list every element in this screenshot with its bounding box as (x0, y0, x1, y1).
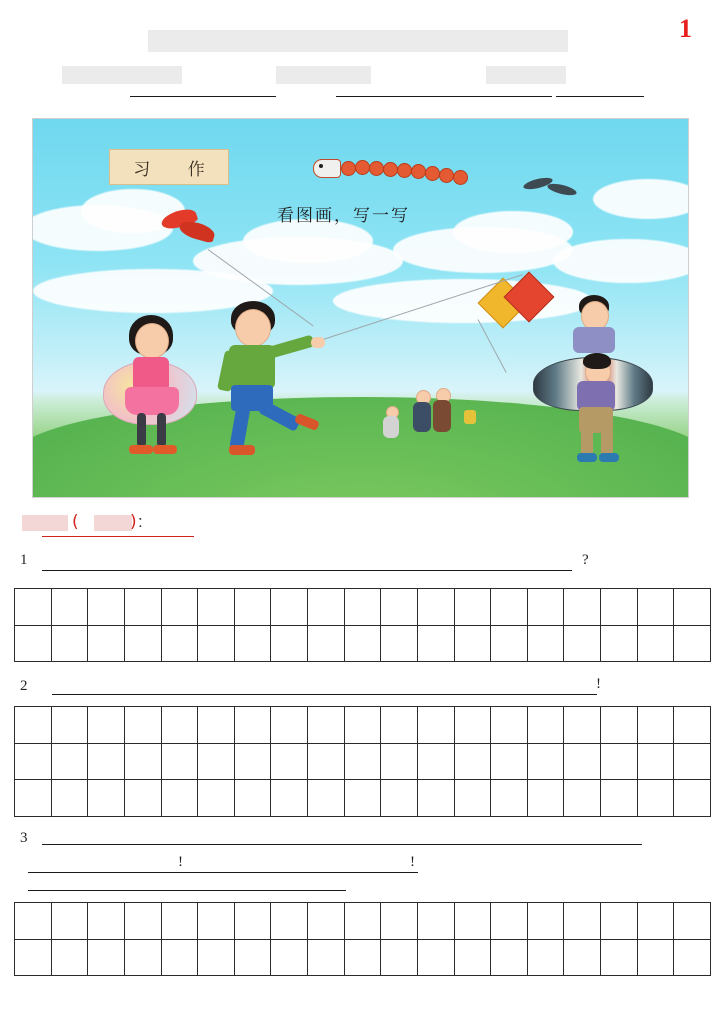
writing-cell[interactable] (564, 940, 601, 977)
redacted-subtitle-bar-1 (62, 66, 182, 84)
writing-cell[interactable] (88, 707, 125, 744)
question-number-1: 1 (20, 552, 28, 568)
centipede-head (313, 159, 341, 178)
writing-cell[interactable] (638, 626, 675, 663)
writing-cell[interactable] (125, 744, 162, 781)
writing-cell[interactable] (638, 780, 675, 817)
writing-cell[interactable] (345, 780, 382, 817)
writing-cell[interactable] (528, 744, 565, 781)
question-number-3: 3 (20, 830, 28, 846)
writing-cell[interactable] (491, 780, 528, 817)
writing-cell[interactable] (198, 626, 235, 663)
writing-cell[interactable] (418, 903, 455, 940)
writing-cell[interactable] (601, 626, 638, 663)
writing-cell[interactable] (308, 589, 345, 626)
writing-cell[interactable] (418, 780, 455, 817)
writing-cell[interactable] (125, 903, 162, 940)
prompt-instruction-row (22, 512, 222, 536)
prompt-underline (42, 536, 194, 537)
writing-cell[interactable] (528, 589, 565, 626)
centipede-kite-icon (313, 157, 473, 183)
answer-line-1-a[interactable] (42, 570, 572, 571)
header-blank-line-2[interactable] (336, 96, 552, 97)
girl-with-butterfly-wings (103, 309, 213, 469)
writing-cell[interactable] (125, 589, 162, 626)
writing-cell[interactable] (674, 626, 711, 663)
writing-cell[interactable] (88, 780, 125, 817)
cloud-shape (453, 211, 573, 253)
writing-cell[interactable] (162, 707, 199, 744)
writing-cell[interactable] (674, 940, 711, 977)
writing-cell[interactable] (528, 940, 565, 977)
writing-cell[interactable] (125, 940, 162, 977)
writing-cell[interactable] (564, 589, 601, 626)
writing-cell[interactable] (308, 903, 345, 940)
writing-cell[interactable] (601, 940, 638, 977)
writing-cell[interactable] (162, 626, 199, 663)
writing-cell[interactable] (381, 903, 418, 940)
writing-cell[interactable] (198, 903, 235, 940)
writing-cell[interactable] (198, 744, 235, 781)
redacted-title-bar (148, 30, 568, 52)
writing-cell[interactable] (674, 589, 711, 626)
answer-line-3-a[interactable] (42, 844, 642, 845)
cloud-shape (553, 239, 689, 283)
question-2-end-punctuation: ! (596, 676, 601, 692)
writing-cell[interactable] (271, 744, 308, 781)
red-bird-kite-icon (161, 211, 223, 247)
writing-cell[interactable] (564, 780, 601, 817)
redacted-subtitle-bar-3 (486, 66, 566, 84)
writing-cell[interactable] (381, 626, 418, 663)
writing-cell[interactable] (601, 744, 638, 781)
writing-cell[interactable] (455, 626, 492, 663)
writing-cell[interactable] (198, 589, 235, 626)
writing-grid-3[interactable] (14, 902, 711, 976)
writing-cell[interactable] (52, 780, 89, 817)
writing-cell[interactable] (455, 744, 492, 781)
writing-cell[interactable] (381, 589, 418, 626)
writing-cell[interactable] (88, 589, 125, 626)
question-3-end-punctuation-1: ! (178, 854, 183, 870)
writing-cell[interactable] (491, 626, 528, 663)
writing-cell[interactable] (162, 589, 199, 626)
writing-cell[interactable] (198, 940, 235, 977)
writing-cell[interactable] (491, 903, 528, 940)
writing-cell[interactable] (271, 707, 308, 744)
writing-cell[interactable] (638, 707, 675, 744)
writing-cell[interactable] (52, 940, 89, 977)
illustration-caption: 看图画，写一写 (277, 206, 410, 226)
writing-cell[interactable] (418, 707, 455, 744)
writing-cell[interactable] (345, 940, 382, 977)
writing-cell[interactable] (271, 940, 308, 977)
writing-cell[interactable] (88, 903, 125, 940)
writing-cell[interactable] (162, 780, 199, 817)
writing-cell[interactable] (125, 780, 162, 817)
writing-cell[interactable] (52, 903, 89, 940)
writing-cell[interactable] (162, 744, 199, 781)
writing-cell[interactable] (88, 744, 125, 781)
writing-cell[interactable] (564, 626, 601, 663)
prompt-paren-open: ( (72, 512, 79, 532)
writing-cell[interactable] (345, 903, 382, 940)
adult-holding-child-with-eagle-kite (533, 299, 653, 469)
writing-cell[interactable] (345, 707, 382, 744)
writing-cell[interactable] (418, 744, 455, 781)
cloud-shape (593, 179, 689, 219)
writing-cell[interactable] (638, 903, 675, 940)
writing-cell[interactable] (235, 940, 272, 977)
writing-cell[interactable] (15, 744, 52, 781)
writing-cell[interactable] (381, 780, 418, 817)
header-blank-line-1[interactable] (130, 96, 276, 97)
redacted-prompt-text-2 (94, 515, 132, 531)
prompt-paren-close: ) (130, 512, 137, 532)
question-number-2: 2 (20, 678, 28, 694)
writing-cell[interactable] (15, 780, 52, 817)
writing-cell[interactable] (674, 903, 711, 940)
writing-cell[interactable] (15, 589, 52, 626)
writing-cell[interactable] (235, 626, 272, 663)
writing-cell[interactable] (345, 744, 382, 781)
small-group-of-children (378, 384, 488, 454)
illustration-image (32, 118, 689, 498)
writing-cell[interactable] (15, 707, 52, 744)
writing-cell[interactable] (345, 589, 382, 626)
writing-cell[interactable] (15, 940, 52, 977)
writing-cell[interactable] (162, 903, 199, 940)
writing-grid-2[interactable] (14, 706, 711, 817)
writing-cell[interactable] (235, 744, 272, 781)
answer-line-3-b[interactable] (28, 872, 418, 873)
writing-cell[interactable] (601, 780, 638, 817)
writing-cell[interactable] (162, 940, 199, 977)
writing-cell[interactable] (601, 589, 638, 626)
writing-cell[interactable] (455, 707, 492, 744)
writing-cell[interactable] (308, 940, 345, 977)
writing-cell[interactable] (235, 903, 272, 940)
writing-cell[interactable] (528, 626, 565, 663)
xizuo-label-box: 习 作 (109, 149, 229, 185)
writing-cell[interactable] (528, 707, 565, 744)
answer-line-3-c[interactable] (28, 890, 346, 891)
writing-cell[interactable] (455, 780, 492, 817)
writing-cell[interactable] (601, 707, 638, 744)
writing-cell[interactable] (381, 707, 418, 744)
writing-cell[interactable] (198, 707, 235, 744)
writing-cell[interactable] (308, 626, 345, 663)
writing-cell[interactable] (52, 589, 89, 626)
redacted-prompt-text-1 (22, 515, 68, 531)
question-1-end-punctuation: ? (582, 552, 589, 568)
writing-cell[interactable] (601, 903, 638, 940)
writing-cell[interactable] (271, 626, 308, 663)
writing-cell[interactable] (564, 903, 601, 940)
writing-cell[interactable] (564, 744, 601, 781)
writing-cell[interactable] (308, 707, 345, 744)
writing-cell[interactable] (418, 626, 455, 663)
writing-cell[interactable] (308, 744, 345, 781)
writing-cell[interactable] (125, 707, 162, 744)
writing-cell[interactable] (271, 589, 308, 626)
writing-cell[interactable] (88, 940, 125, 977)
writing-cell[interactable] (271, 780, 308, 817)
writing-cell[interactable] (88, 626, 125, 663)
writing-cell[interactable] (308, 780, 345, 817)
writing-cell[interactable] (455, 940, 492, 977)
writing-cell[interactable] (52, 626, 89, 663)
redacted-subtitle-bar-2 (276, 66, 371, 84)
writing-cell[interactable] (198, 780, 235, 817)
header-blank-line-3[interactable] (556, 96, 644, 97)
writing-cell[interactable] (674, 780, 711, 817)
writing-cell[interactable] (125, 626, 162, 663)
writing-cell[interactable] (638, 744, 675, 781)
prompt-colon: : (138, 512, 143, 531)
writing-cell[interactable] (491, 707, 528, 744)
writing-cell[interactable] (674, 744, 711, 781)
writing-cell[interactable] (52, 744, 89, 781)
writing-cell[interactable] (235, 780, 272, 817)
writing-cell[interactable] (235, 707, 272, 744)
writing-cell[interactable] (345, 626, 382, 663)
writing-cell[interactable] (638, 940, 675, 977)
writing-cell[interactable] (638, 589, 675, 626)
answer-line-2-a[interactable] (52, 694, 597, 695)
writing-cell[interactable] (674, 707, 711, 744)
page-number: 1 (679, 14, 692, 43)
writing-cell[interactable] (455, 589, 492, 626)
writing-cell[interactable] (15, 626, 52, 663)
writing-cell[interactable] (528, 780, 565, 817)
question-3-end-punctuation-2: ! (410, 854, 415, 870)
writing-cell[interactable] (491, 744, 528, 781)
writing-cell[interactable] (271, 903, 308, 940)
writing-cell[interactable] (491, 589, 528, 626)
writing-cell[interactable] (418, 589, 455, 626)
writing-cell[interactable] (455, 903, 492, 940)
writing-cell[interactable] (381, 940, 418, 977)
writing-cell[interactable] (418, 940, 455, 977)
boy-running-with-kite-string (211, 299, 329, 469)
writing-cell[interactable] (491, 940, 528, 977)
writing-cell[interactable] (381, 744, 418, 781)
writing-cell[interactable] (528, 903, 565, 940)
writing-cell[interactable] (15, 903, 52, 940)
writing-cell[interactable] (564, 707, 601, 744)
writing-cell[interactable] (52, 707, 89, 744)
writing-cell[interactable] (235, 589, 272, 626)
writing-grid-1[interactable] (14, 588, 711, 662)
eagle-kite-icon (523, 179, 579, 201)
